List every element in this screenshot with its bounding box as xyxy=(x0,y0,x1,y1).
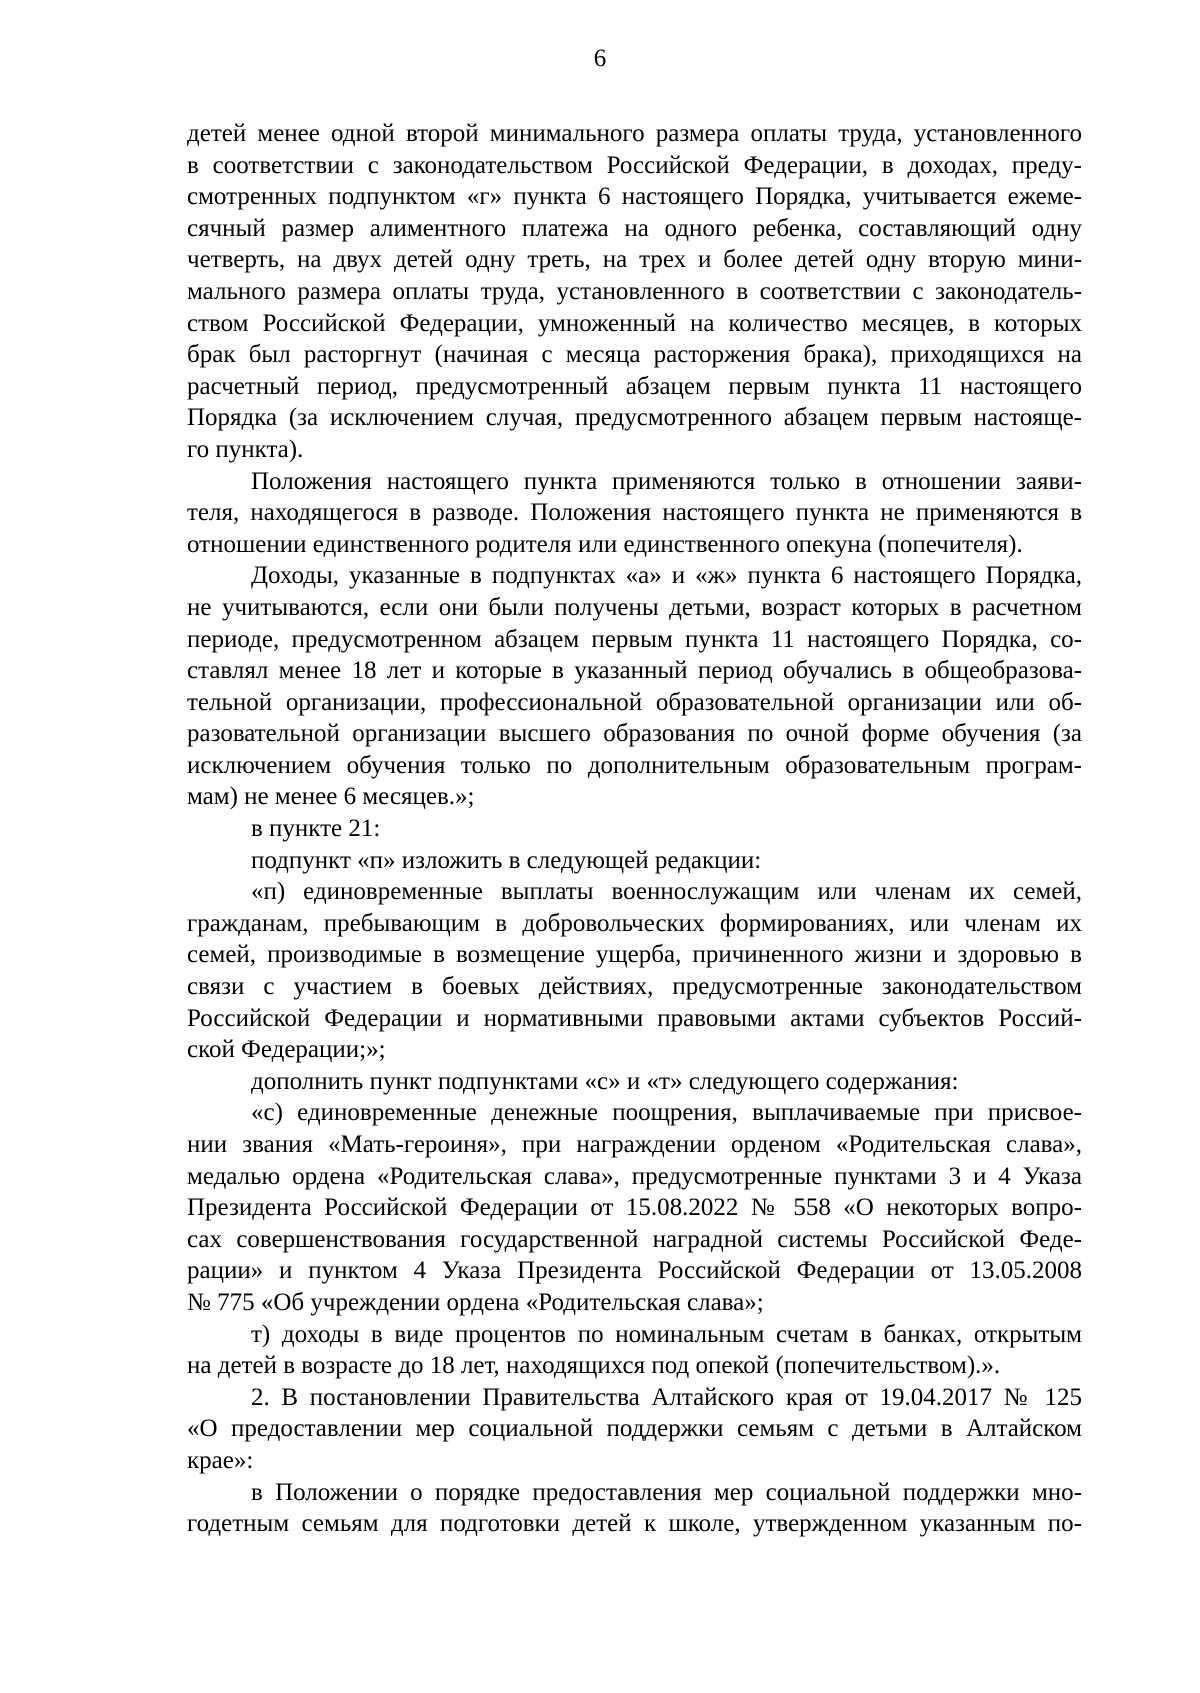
paragraph xyxy=(187,118,1082,466)
text-line: подпункт «п» изложить в следующей редакции: xyxy=(251,846,762,874)
text-line: отношении единственного родителя или единственного опекуна (попечителя). xyxy=(187,530,1023,558)
paragraph xyxy=(187,1382,1082,1477)
text-line: гражданам, пребывающим в добровольческих формированиях, или членам их xyxy=(187,909,1082,937)
text-line: медалью ордена «Родительская слава», предусмотренные пунктами 3 и 4 Указа xyxy=(187,1162,1082,1190)
text-line: детей менее одной второй минимального размера оплаты труда, установленного xyxy=(187,120,1082,147)
page-number: 6 xyxy=(593,45,607,72)
text-line: Президента Российской Федерации от 15.08.2022 № 558 «О некоторых вопро- xyxy=(187,1194,1082,1222)
text-line: брак был расторгнут (начиная с месяца расторжения брака), приходящихся на xyxy=(187,341,1082,369)
paragraph xyxy=(187,813,1082,845)
text-line: расчетный период, предусмотренный абзацем первым пункта 11 настоящего xyxy=(187,372,1082,400)
text-line: разовательной организации высшего образования по очной форме обучения (за xyxy=(187,720,1082,748)
text-line: тельной организации, профессиональной образовательной организации или об- xyxy=(187,688,1082,716)
text-line: го пункта). xyxy=(187,435,304,463)
text-line: № 775 «Об учреждении ордена «Родительская слава»; xyxy=(187,1288,764,1316)
paragraph xyxy=(187,1477,1082,1540)
text-line: ством Российской Федерации, умноженный на количество месяцев, в которых xyxy=(187,309,1082,337)
text-line: «О предоставлении мер социальной поддержки семьям с детьми в Алтайском xyxy=(187,1415,1082,1443)
text-line: рации» и пунктом 4 Указа Президента Российской Федерации от 13.05.2008 xyxy=(187,1257,1082,1285)
text-line: дополнить пункт подпунктами «с» и «т» следующего содержания: xyxy=(251,1067,959,1095)
paragraph xyxy=(187,560,1082,813)
text-line: исключением обучения только по дополнительным образовательным програм- xyxy=(187,751,1082,779)
text-line: в соответствии с законодательством Российской Федерации, в доходах, преду- xyxy=(187,151,1082,179)
text-line: связи с участием в боевых действиях, предусмотренные законодательством xyxy=(187,973,1082,1001)
paragraph xyxy=(187,876,1082,1066)
text-line: теля, находящегося в разводе. Положения настоящего пункта не применяются в xyxy=(187,499,1082,527)
text-line: на детей в возрасте до 18 лет, находящихся под опекой (попечительством).». xyxy=(187,1352,1001,1380)
text-line: ставлял менее 18 лет и которые в указанный период обучались в общеобразова- xyxy=(187,657,1082,685)
document-body xyxy=(187,118,1082,1540)
text-line: семей, производимые в возмещение ущерба, причиненного жизни и здоровью в xyxy=(187,941,1082,969)
text-line: нии звания «Мать-героиня», при награждении орденом «Родительская слава», xyxy=(187,1131,1082,1158)
text-line: годетным семьям для подготовки детей к школе, утвержденном указанным по- xyxy=(187,1510,1082,1538)
text-line: Доходы, указанные в подпунктах «а» и «ж» пункта 6 настоящего Порядка, xyxy=(251,562,1082,590)
text-line: Порядка (за исключением случая, предусмотренного абзацем первым настояще- xyxy=(187,404,1082,432)
text-line: периоде, предусмотренном абзацем первым пункта 11 настоящего Порядка, со- xyxy=(187,625,1082,653)
text-line: крае»: xyxy=(187,1446,254,1474)
text-line: смотренных подпунктом «г» пункта 6 настоящего Порядка, учитывается ежеме- xyxy=(187,183,1082,211)
text-line: сячный размер алиментного платежа на одного ребенка, составляющий одну xyxy=(187,214,1082,242)
text-line: в Положении о порядке предоставления мер социальной поддержки мно- xyxy=(251,1478,1082,1506)
paragraph xyxy=(187,1097,1082,1318)
text-line: «с) единовременные денежные поощрения, выплачиваемые при присвое- xyxy=(251,1099,1082,1127)
text-line: ской Федерации;»; xyxy=(187,1036,386,1064)
paragraph xyxy=(187,845,1082,877)
paragraph xyxy=(187,466,1082,561)
text-line: в пункте 21: xyxy=(251,815,381,843)
text-line: мам) не менее 6 месяцев.»; xyxy=(187,783,475,811)
text-line: сах совершенствования государственной наградной системы Российской Феде- xyxy=(187,1225,1082,1253)
text-line: 2. В постановлении Правительства Алтайского края от 19.04.2017 № 125 xyxy=(251,1383,1082,1411)
text-line: Положения настоящего пункта применяются только в отношении заяви- xyxy=(251,467,1082,495)
text-line: т) доходы в виде процентов по номинальным счетам в банках, открытым xyxy=(251,1320,1082,1348)
paragraph xyxy=(187,1319,1082,1382)
text-line: не учитываются, если они были получены детьми, возраст которых в расчетном xyxy=(187,593,1082,621)
text-line: четверть, на двух детей одну треть, на трех и более детей одну вторую мини- xyxy=(187,246,1082,274)
paragraph xyxy=(187,1066,1082,1098)
text-line: мального размера оплаты труда, установленного в соответствии с законодатель- xyxy=(187,277,1082,305)
text-line: «п) единовременные выплаты военнослужащим или членам их семей, xyxy=(251,878,1082,906)
text-line: Российской Федерации и нормативными правовыми актами субъектов Россий- xyxy=(187,1004,1082,1032)
